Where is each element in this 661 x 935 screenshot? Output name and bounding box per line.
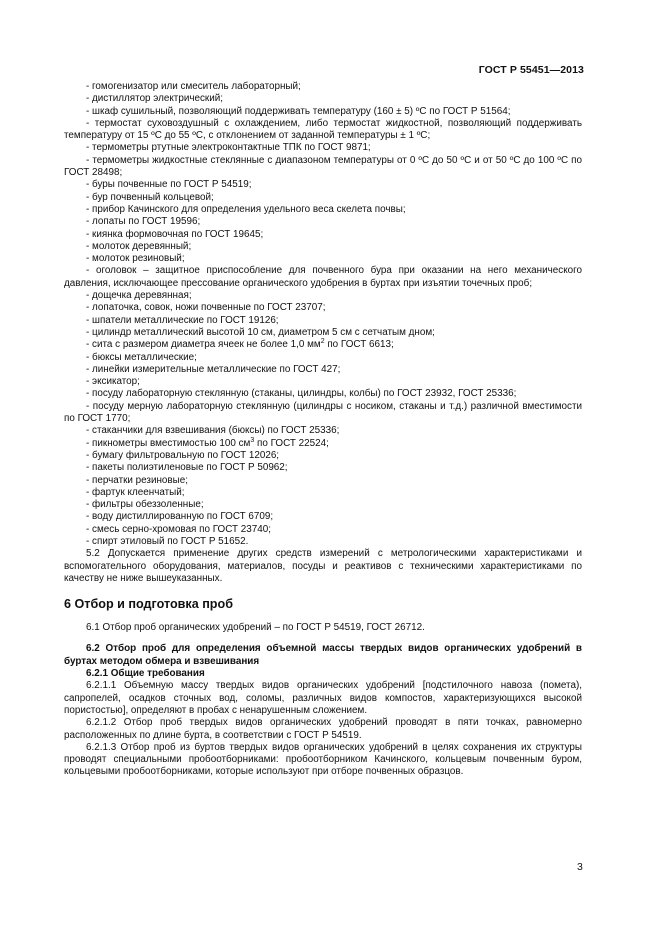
equipment-list-part-1 [64,81,582,339]
section-6-title: 6 Отбор и подготовка проб [64,597,233,612]
list-item: - лопаточка, совок, ножи почвенные по ГОСТ 23707; [86,302,326,314]
list-item: - оголовок – защитное приспособление для почвенного бура при оказании на него механического давления, исключающее прессование органического удобрения в буртах при изъятии точечных проб; [64,265,582,289]
page-number: 3 [577,861,583,873]
list-item: - цилиндр металлический высотой 10 см, диаметром 5 см с сетчатым дном; [86,326,435,338]
list-item: - дощечка деревянная; [86,290,192,302]
list-item: - бумагу фильтровальную по ГОСТ 12026; [86,449,280,461]
list-item: - молоток резиновый; [86,253,185,265]
list-item: - термометры ртутные электроконтактные ТПК по ГОСТ 9871; [86,142,371,154]
document-body [64,81,582,779]
list-item: - гомогенизатор или смеситель лабораторный; [86,81,301,92]
list-item: - шкаф сушильный, позволяющий поддерживать температуру (160 ± 5) ºС по ГОСТ Р 51564; [86,105,511,117]
list-item: - эксикатор; [86,376,140,388]
list-item: - термостат суховоздушный с охлаждением, либо термостат жидкостной, позволяющий поддерживать температуру от 15 ºС до 55 ºС, с отклонением от заданной температуры ± 1 ºС; [64,117,582,142]
list-item: - смесь серно-хромовая по ГОСТ 23740; [86,523,271,535]
heading-6-2-1: 6.2.1 Общие требования [86,668,205,680]
list-item: - воду дистиллированную по ГОСТ 6709; [86,511,274,523]
list-item: - прибор Качинского для определения удельного веса скелета почвы; [86,203,406,215]
list-item: - шпатели металлические по ГОСТ 19126; [86,314,279,326]
paragraph-5-2: 5.2 Допускается применение других средств измерений с метрологическими характеристиками и вспомогательного оборудования, материалов, посуды и реактивов с техническими характеристиками по качеству не ниже вышеуказанных. [64,548,582,584]
list-item: - пакеты полиэтиленовые по ГОСТ Р 50962; [86,462,288,474]
list-item: - линейки измерительные металлические по ГОСТ 427; [86,363,341,375]
paragraph-6-2-1-3: 6.2.1.3 Отбор проб из буртов твердых видов органических удобрений в целях сохранения их структуры проводят специальными пробоотборниками: пробоотборником Качинского, кольцевым почвенным буром, кольцевыми пробоотборниками, которые используют при отборе почвенных образцов. [64,741,582,778]
list-item: - спирт этиловый по ГОСТ Р 51652. [86,535,249,547]
list-item: - фильтры обеззоленные; [86,499,204,511]
list-item-sieve: - сита с размером диаметра ячеек не более 1,0 $мм^2$ по ГОСТ 6613; [86,338,394,351]
paragraph-6-1: 6.1 Отбор проб органических удобрений – по ГОСТ Р 54519, ГОСТ 26712. [86,622,425,634]
list-item: - буры почвенные по ГОСТ Р 54519; [86,179,252,191]
equipment-list-part-2 [64,352,582,438]
list-item-pycnometer: - пикнометры вместимостью 100 $см^3$ по ГОСТ 22524; [86,436,329,449]
list-item: - посуду лабораторную стеклянную (стаканы, цилиндры, колбы) по ГОСТ 23932, ГОСТ 25336; [86,388,517,400]
list-item: - бур почвенный кольцевой; [86,191,214,203]
equipment-list-part-3 [64,450,582,548]
list-item: - лопаты по ГОСТ 19596; [86,216,201,228]
list-item: - посуду мерную лабораторную стеклянную (цилиндры с носиком, стаканы и т.д.) различной вместимости по ГОСТ 1770; [64,400,582,425]
list-item: - киянка формовочная по ГОСТ 19645; [86,228,264,240]
list-item: - термометры жидкостные стеклянные с диапазоном температуры от 0 ºС до 50 ºС и от 50 ºС до 100 ºС по ГОСТ 28498; [64,154,582,179]
list-item: - бюксы металлические; [86,351,197,363]
document-code-header: ГОСТ Р 55451—2013 [478,64,584,76]
list-item: - фартук клеенчатый; [86,486,185,498]
list-item: - стаканчики для взвешивания (бюксы) по ГОСТ 25336; [86,425,340,437]
list-item: - дистиллятор электрический; [86,93,224,105]
list-item: - молоток деревянный; [86,240,192,252]
paragraph-6-2-1-2: 6.2.1.2 Отбор проб твердых видов органических удобрений проводят в пяти точках, равномерно расположенных по длине бурта, в соответствии с ГОСТ Р 54519. [64,717,582,741]
heading-6-2: 6.2 Отбор проб для определения объемной массы твердых видов органических удобрений в буртах методом обмера и взвешивания [64,643,582,667]
paragraph-6-2-1-1: 6.2.1.1 Объемную массу твердых видов органических удобрений [подстилочного навоза (помета), сапропелей, осадков сточных вод, соломы, различных видов компостов, характеризующихся высокой пористостью], определяют в пробах с ненарушенным сложением. [64,680,582,716]
list-item: - перчатки резиновые; [86,474,189,486]
